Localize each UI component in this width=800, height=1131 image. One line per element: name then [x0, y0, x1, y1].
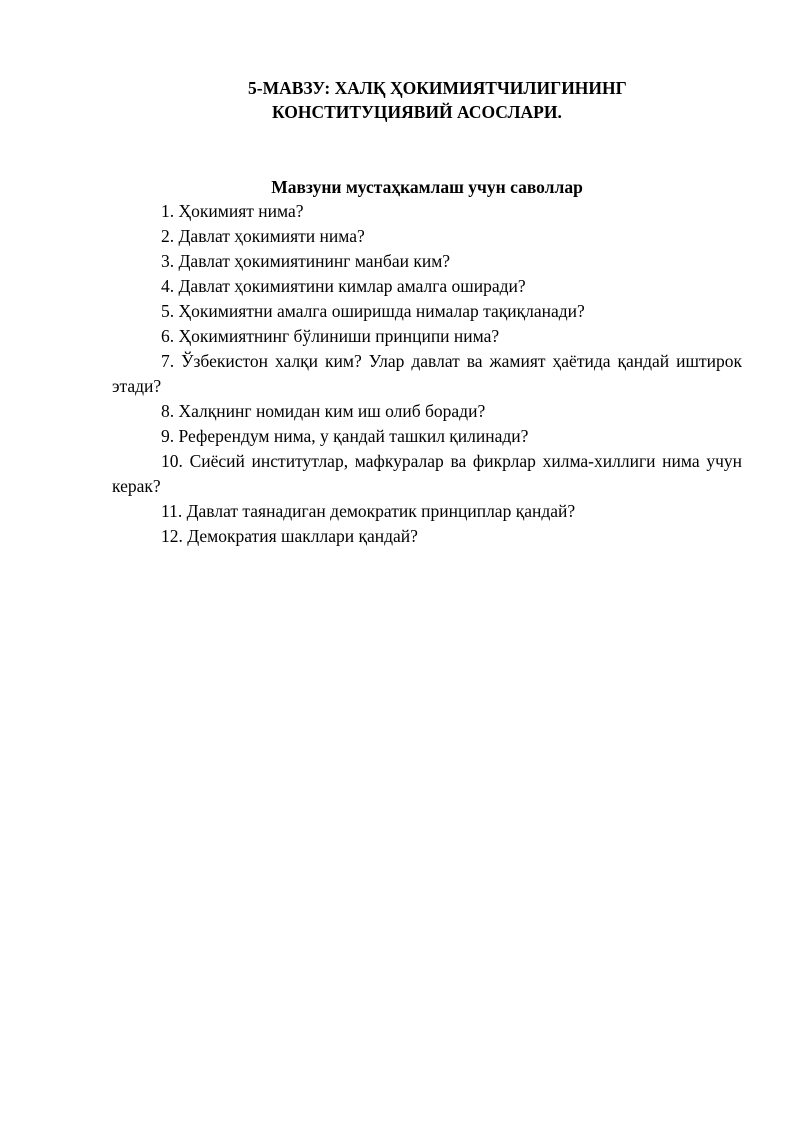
question-item: 11. Давлат таянадиган демократик принциплар қандай?	[161, 501, 576, 521]
question-item: 10. Сиёсий институтлар, мафкуралар ва фикрлар хилма-хиллиги нима учун керак?	[112, 451, 742, 496]
question-item: 9. Референдум нима, у қандай ташкил қилинади?	[161, 426, 529, 446]
topic-title-line2: КОНСТИТУЦИЯВИЙ АСОСЛАРИ.	[272, 102, 562, 122]
question-item: 7. Ўзбекистон халқи ким? Улар давлат ва жамият ҳаётида қандай иштирок этади?	[112, 351, 742, 396]
questions-list	[112, 199, 742, 549]
question-item: 3. Давлат ҳокимиятининг манбаи ким?	[161, 251, 451, 271]
topic-title	[248, 76, 708, 124]
questions-heading: Мавзуни мустаҳкамлаш учун саволлар	[271, 177, 583, 197]
question-item: 6. Ҳокимиятнинг бўлиниши принципи нима?	[161, 326, 500, 346]
question-item: 5. Ҳокимиятни амалга оширишда нималар тақиқланади?	[161, 301, 585, 321]
topic-title-line1: 5-МАВЗУ: ХАЛҚ ҲОКИМИЯТЧИЛИГИНИНГ	[248, 78, 627, 98]
question-item: 4. Давлат ҳокимиятини кимлар амалга оширади?	[161, 276, 526, 296]
question-item: 8. Халқнинг номидан ким иш олиб боради?	[161, 401, 486, 421]
question-item: 1. Ҳокимият нима?	[161, 201, 304, 221]
question-item: 12. Демократия шакллари қандай?	[161, 526, 418, 546]
question-item: 2. Давлат ҳокимияти нима?	[161, 226, 365, 246]
